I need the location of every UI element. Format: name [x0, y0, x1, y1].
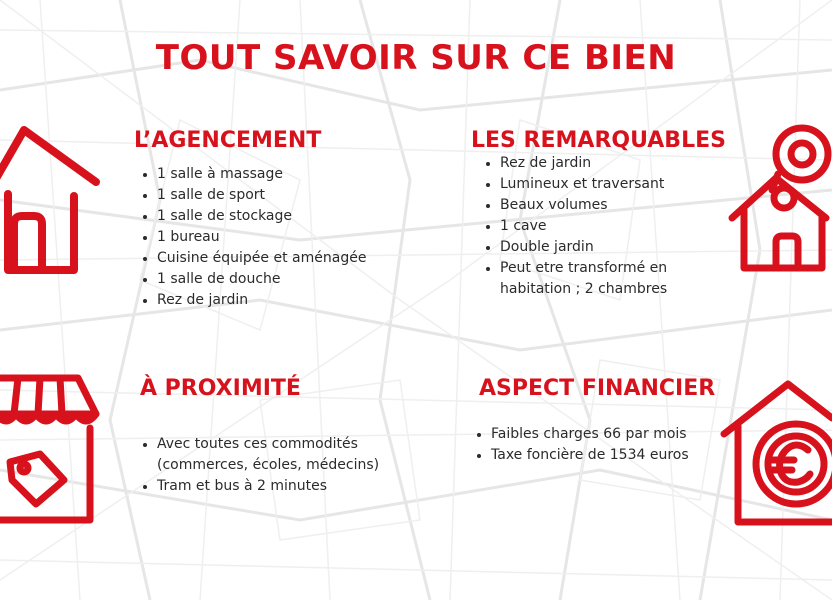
list-item: Tram et bus à 2 minutes [141, 476, 391, 497]
financier-heading: ASPECT FINANCIER [479, 376, 716, 401]
list-item: Cuisine équipée et aménagée [141, 248, 421, 269]
list-item: Avec toutes ces commodités (commerces, écoles, médecins) [141, 434, 391, 476]
list-item: Lumineux et traversant [484, 174, 704, 195]
list-item: Double jardin [484, 237, 704, 258]
proximite-list [141, 434, 391, 497]
financier-list [475, 424, 735, 466]
page-title: TOUT SAVOIR SUR CE BIEN [155, 38, 677, 78]
remarquables-heading: LES REMARQUABLES [471, 128, 726, 153]
list-item: 1 salle à massage [141, 164, 421, 185]
house-keys-icon [722, 118, 832, 278]
list-item: Peut etre transformé en habitation ; 2 chambres [484, 258, 704, 300]
list-item: Beaux volumes [484, 195, 704, 216]
list-item: Taxe foncière de 1534 euros [475, 445, 735, 466]
house-euro-icon [718, 374, 832, 530]
list-item: 1 bureau [141, 227, 421, 248]
proximite-heading: À PROXIMITÉ [140, 376, 301, 401]
list-item: Rez de jardin [484, 153, 704, 174]
shop-tag-icon [0, 370, 104, 530]
list-item: 1 salle de stockage [141, 206, 421, 227]
list-item: 1 cave [484, 216, 704, 237]
list-item: Rez de jardin [141, 290, 421, 311]
agencement-list [141, 164, 421, 311]
house-icon [0, 124, 104, 274]
list-item: Faibles charges 66 par mois [475, 424, 735, 445]
list-item: 1 salle de douche [141, 269, 421, 290]
agencement-heading: L’AGENCEMENT [134, 128, 322, 153]
list-item: 1 salle de sport [141, 185, 421, 206]
remarquables-list [484, 153, 704, 300]
